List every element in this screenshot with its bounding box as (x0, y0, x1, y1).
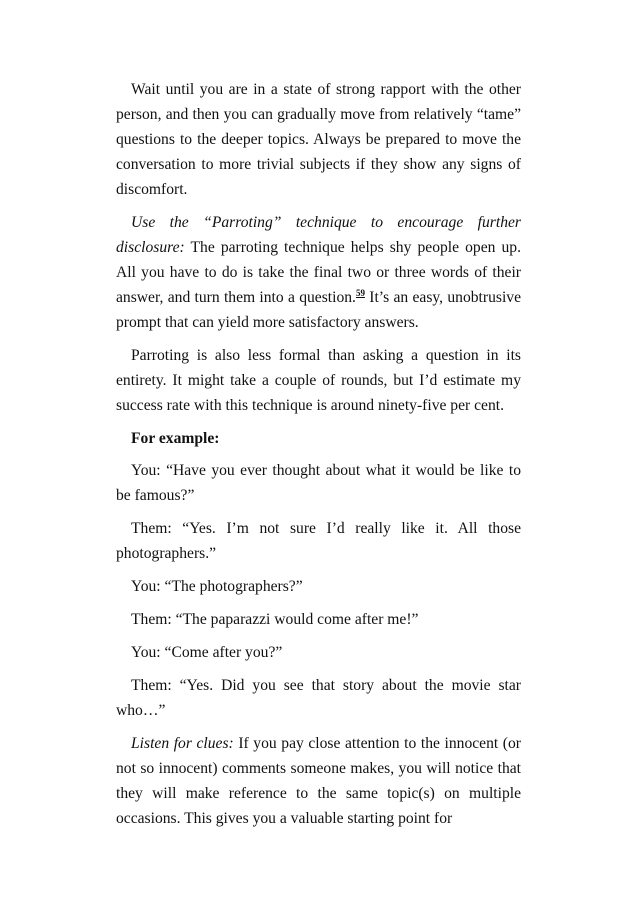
dialogue-line: Them: “The paparazzi would come after me!” (131, 611, 419, 628)
dialogue-line: You: “Have you ever thought about what it would be like to be famous?” (116, 462, 521, 504)
paragraph-body: The parroting technique helps shy people open up. All you have to do is take the final two or three words of their answer, and turn them into a question. (116, 239, 521, 306)
footnote-marker[interactable]: 59 (355, 288, 365, 298)
paragraph-parroting-technique (116, 210, 521, 335)
document-page (116, 77, 521, 839)
paragraph-listen-for-clues (116, 731, 521, 831)
paragraph-lead-parroting: Use the “Parroting” technique to encourage further disclosure: (116, 214, 521, 256)
example-heading: For example: (131, 430, 220, 447)
paragraph-lead-clues: Listen for clues: (131, 735, 234, 752)
paragraph-rapport: Wait until you are in a state of strong rapport with the other person, and then you can gradually move from relatively “tame” questions to the deeper topics. Always be prepared to move the conversation to more trivial subjects if they show any signs of discomfort. (116, 81, 521, 198)
paragraph-body-continued: It’s an easy, unobtrusive prompt that can yield more satisfactory answers. (116, 289, 522, 331)
dialogue-line: Them: “Yes. I’m not sure I’d really like it. All those photographers.” (116, 520, 521, 562)
dialogue-line: You: “Come after you?” (131, 644, 283, 661)
paragraph-parroting-formal: Parroting is also less formal than asking a question in its entirety. It might take a couple of rounds, but I’d estimate my success rate with this technique is around ninety-five per cent. (116, 347, 521, 414)
dialogue-line: You: “The photographers?” (131, 578, 303, 595)
dialogue-line: Them: “Yes. Did you see that story about the movie star who…” (116, 677, 521, 719)
paragraph-body: If you pay close attention to the innocent (or not so innocent) comments someone makes, you will notice that they will make reference to the same topic(s) on multiple occasions. This gives you a valuable starting point for (116, 735, 521, 827)
